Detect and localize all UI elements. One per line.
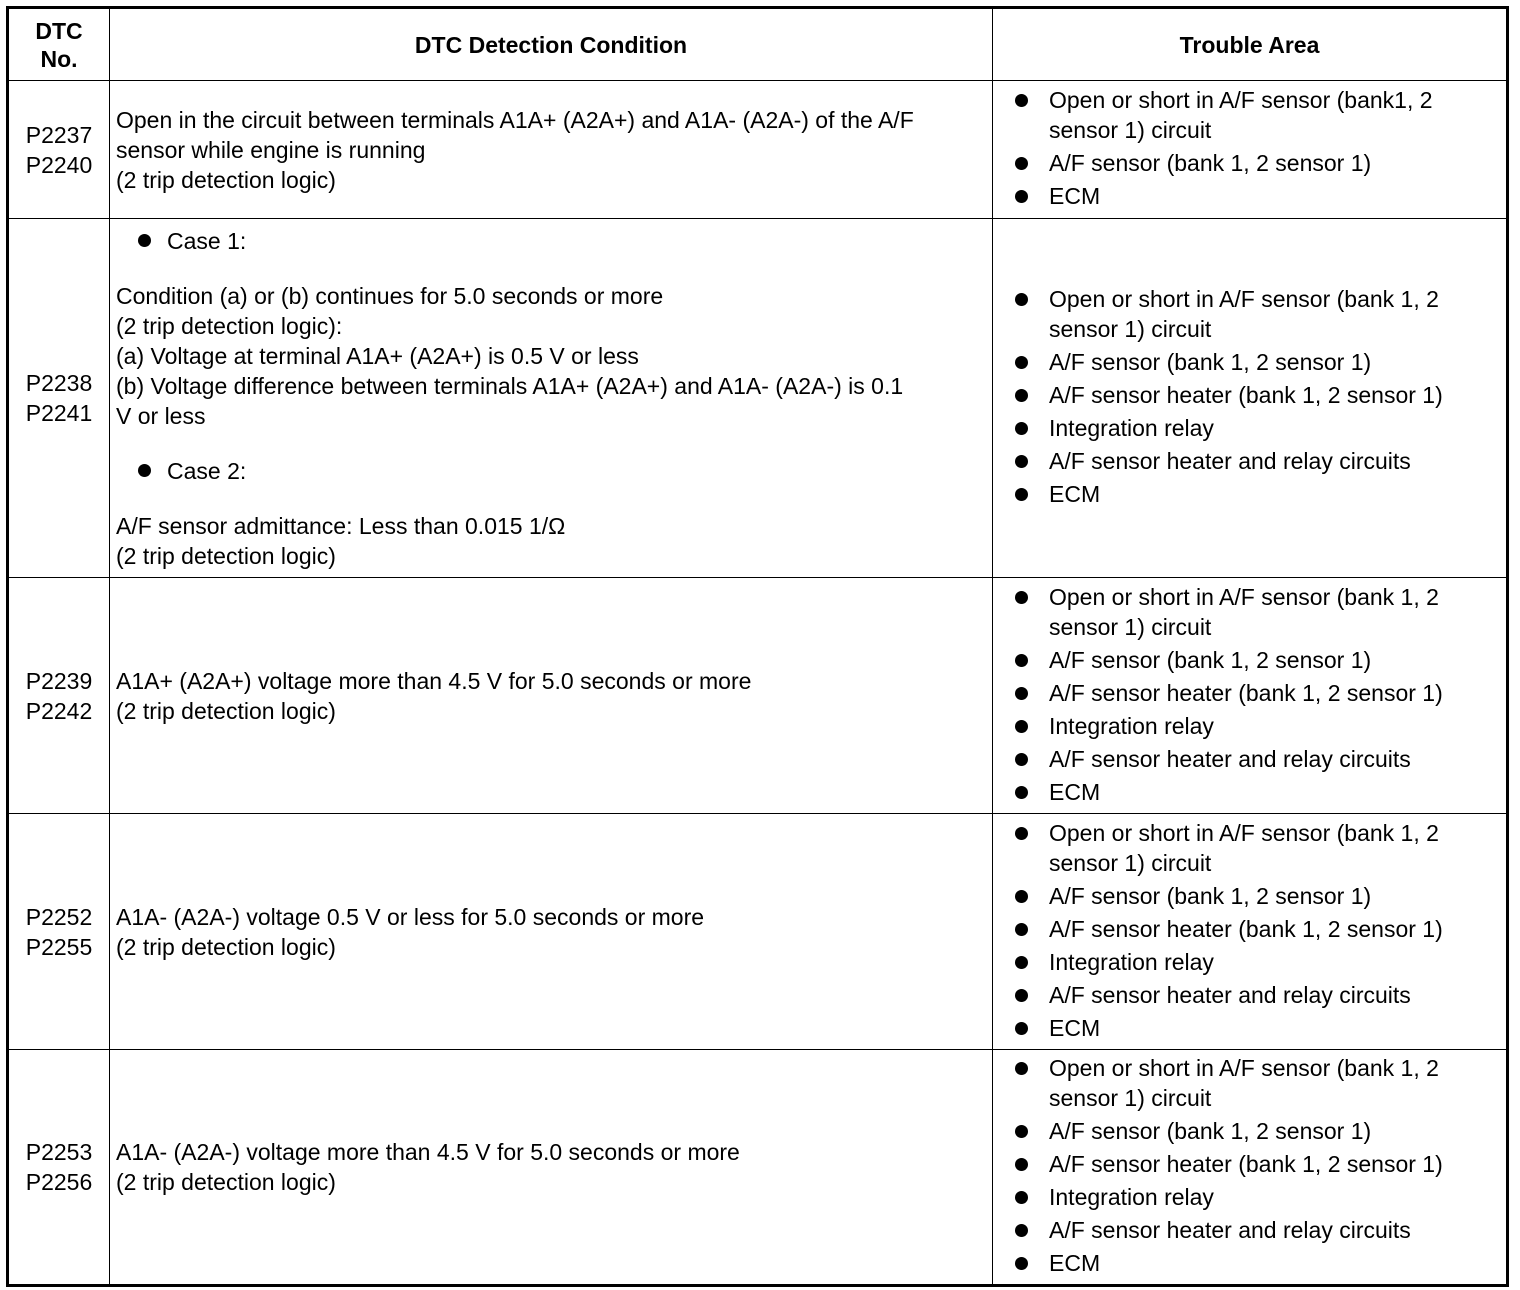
case-label: Case 1:	[167, 227, 247, 254]
condition-cell	[110, 578, 993, 814]
list-item	[1015, 678, 1496, 708]
condition-text: (2 trip detection logic)	[116, 933, 336, 960]
list-item	[1015, 413, 1496, 443]
trouble-item: A/F sensor heater (bank 1, 2 sensor 1)	[1049, 679, 1443, 706]
bullet-icon	[1015, 956, 1028, 969]
trouble-item: Open or short in A/F sensor (bank 1, 2 sensor 1) circuit	[1049, 819, 1439, 876]
dtc-code-cell	[8, 814, 110, 1050]
condition-text: A1A- (A2A-) voltage 0.5 V or less for 5.0 seconds or more	[116, 903, 705, 930]
bullet-icon	[1015, 422, 1028, 435]
dtc-code: P2252	[25, 903, 93, 930]
trouble-item: A/F sensor (bank 1, 2 sensor 1)	[1049, 349, 1372, 375]
bullet-icon	[1015, 1022, 1028, 1035]
list-item	[1015, 711, 1496, 741]
trouble-item: Integration relay	[1049, 415, 1214, 441]
trouble-item: A/F sensor heater and relay circuits	[1049, 981, 1411, 1008]
list-item	[1015, 446, 1496, 476]
condition-cell	[110, 1050, 993, 1286]
bullet-icon	[1015, 455, 1028, 468]
condition-text: (2 trip detection logic)	[116, 166, 336, 193]
trouble-item: A/F sensor heater (bank 1, 2 sensor 1)	[1049, 1151, 1443, 1177]
trouble-item: A/F sensor heater and relay circuits	[1049, 745, 1411, 772]
trouble-item: Open or short in A/F sensor (bank1, 2 sensor 1) circuit	[1049, 87, 1433, 143]
trouble-item: ECM	[1049, 481, 1101, 507]
list-item	[1015, 1116, 1496, 1146]
trouble-item: A/F sensor (bank 1, 2 sensor 1)	[1049, 646, 1372, 673]
condition-text: (a) Voltage at terminal A1A+ (A2A+) is 0.5 V or less	[116, 342, 639, 369]
bullet-icon	[1015, 1125, 1028, 1138]
list-item	[1015, 181, 1496, 211]
condition-text: (b) Voltage difference between terminals A1A+ (A2A+) and A1A- (A2A-) is 0.1	[116, 372, 904, 399]
table-row	[8, 578, 1508, 814]
dtc-code: P2242	[25, 697, 93, 724]
bullet-icon	[1015, 1062, 1028, 1075]
dtc-code-cell	[8, 578, 110, 814]
list-item	[1015, 818, 1496, 878]
list-item	[1015, 947, 1496, 977]
trouble-item: Integration relay	[1049, 1184, 1214, 1210]
dtc-table	[6, 6, 1509, 1287]
dtc-code: P2241	[25, 400, 93, 426]
condition-cell	[110, 814, 993, 1050]
trouble-item: ECM	[1049, 778, 1101, 805]
header-row	[8, 8, 1508, 81]
list-item	[1015, 347, 1496, 377]
table-row	[8, 81, 1508, 219]
bullet-icon	[1015, 190, 1028, 203]
trouble-item: A/F sensor heater (bank 1, 2 sensor 1)	[1049, 382, 1443, 408]
list-item	[1015, 914, 1496, 944]
bullet-icon	[1015, 1257, 1028, 1270]
bullet-icon	[1015, 94, 1028, 107]
condition-text: (2 trip detection logic)	[116, 697, 336, 724]
trouble-item: ECM	[1049, 183, 1101, 209]
dtc-code: P2240	[25, 151, 93, 178]
condition-cell	[110, 81, 993, 219]
trouble-item: A/F sensor heater and relay circuits	[1049, 448, 1411, 474]
bullet-icon	[1015, 786, 1028, 799]
dtc-code: P2237	[25, 121, 93, 148]
list-item	[1015, 645, 1496, 675]
dtc-code: P2238	[25, 370, 93, 396]
trouble-item: A/F sensor (bank 1, 2 sensor 1)	[1049, 882, 1372, 909]
list-item	[1015, 1248, 1496, 1278]
dtc-code-cell	[8, 1050, 110, 1286]
bullet-icon	[138, 234, 151, 247]
trouble-item: ECM	[1049, 1014, 1101, 1041]
bullet-icon	[1015, 1158, 1028, 1171]
condition-text: (2 trip detection logic):	[116, 312, 343, 339]
bullet-icon	[1015, 923, 1028, 936]
trouble-item: Open or short in A/F sensor (bank 1, 2 sensor 1) circuit	[1049, 286, 1439, 342]
trouble-cell	[993, 814, 1508, 1050]
trouble-item: Open or short in A/F sensor (bank 1, 2 sensor 1) circuit	[1049, 1055, 1439, 1111]
bullet-icon	[1015, 827, 1028, 840]
trouble-item: Open or short in A/F sensor (bank 1, 2 sensor 1) circuit	[1049, 583, 1439, 640]
list-item	[1015, 980, 1496, 1010]
trouble-item: A/F sensor heater and relay circuits	[1049, 1217, 1411, 1243]
case-1-heading	[116, 226, 986, 256]
bullet-icon	[1015, 356, 1028, 369]
bullet-icon	[1015, 720, 1028, 733]
trouble-cell	[993, 578, 1508, 814]
condition-text: A/F sensor admittance: Less than 0.015 1/Ω	[116, 512, 566, 539]
bullet-icon	[1015, 753, 1028, 766]
list-item	[1015, 284, 1496, 344]
bullet-icon	[1015, 591, 1028, 604]
dtc-code: P2256	[25, 1169, 93, 1195]
bullet-icon	[1015, 293, 1028, 306]
bullet-icon	[1015, 1191, 1028, 1204]
condition-text: Open in the circuit between terminals A1A+ (A2A+) and A1A- (A2A-) of the A/F	[116, 106, 914, 133]
trouble-item: A/F sensor heater (bank 1, 2 sensor 1)	[1049, 915, 1443, 942]
case-label: Case 2:	[167, 457, 247, 484]
trouble-item: A/F sensor (bank 1, 2 sensor 1)	[1049, 1118, 1372, 1144]
condition-text: A1A+ (A2A+) voltage more than 4.5 V for 5.0 seconds or more	[116, 667, 752, 694]
bullet-icon	[1015, 687, 1028, 700]
dtc-code-cell	[8, 219, 110, 578]
dtc-code-cell	[8, 81, 110, 219]
list-item	[1015, 479, 1496, 509]
list-item	[1015, 1053, 1496, 1113]
trouble-cell	[993, 219, 1508, 578]
trouble-cell	[993, 81, 1508, 219]
trouble-item: A/F sensor (bank 1, 2 sensor 1)	[1049, 150, 1372, 176]
list-item	[1015, 85, 1496, 145]
bullet-icon	[1015, 989, 1028, 1002]
trouble-item: Integration relay	[1049, 712, 1214, 739]
case-2-heading	[116, 456, 986, 486]
table-row	[8, 814, 1508, 1050]
list-item	[1015, 582, 1496, 642]
header-trouble: Trouble Area	[993, 8, 1508, 81]
list-item	[1015, 777, 1496, 807]
dtc-code: P2239	[25, 667, 93, 694]
header-dtc-no: DTC No.	[8, 8, 110, 81]
trouble-item: Integration relay	[1049, 948, 1214, 975]
bullet-icon	[138, 464, 151, 477]
dtc-code: P2255	[25, 933, 93, 960]
condition-text: sensor while engine is running	[116, 136, 426, 163]
condition-text: A1A- (A2A-) voltage more than 4.5 V for 5.0 seconds or more	[116, 1139, 740, 1165]
condition-text: Condition (a) or (b) continues for 5.0 seconds or more	[116, 282, 664, 309]
list-item	[1015, 1149, 1496, 1179]
header-condition: DTC Detection Condition	[110, 8, 993, 81]
list-item	[1015, 148, 1496, 178]
bullet-icon	[1015, 890, 1028, 903]
list-item	[1015, 881, 1496, 911]
list-item	[1015, 1182, 1496, 1212]
bullet-icon	[1015, 488, 1028, 501]
dtc-code: P2253	[25, 1139, 93, 1165]
bullet-icon	[1015, 389, 1028, 402]
table-row	[8, 219, 1508, 578]
condition-cell	[110, 219, 993, 578]
table-row	[8, 1050, 1508, 1286]
list-item	[1015, 1013, 1496, 1043]
condition-text: V or less	[116, 402, 206, 429]
trouble-item: ECM	[1049, 1250, 1101, 1276]
list-item	[1015, 1215, 1496, 1245]
bullet-icon	[1015, 1224, 1028, 1237]
bullet-icon	[1015, 654, 1028, 667]
list-item	[1015, 380, 1496, 410]
condition-text: (2 trip detection logic)	[116, 1169, 336, 1195]
trouble-cell	[993, 1050, 1508, 1286]
list-item	[1015, 744, 1496, 774]
condition-text: (2 trip detection logic)	[116, 542, 336, 569]
bullet-icon	[1015, 157, 1028, 170]
